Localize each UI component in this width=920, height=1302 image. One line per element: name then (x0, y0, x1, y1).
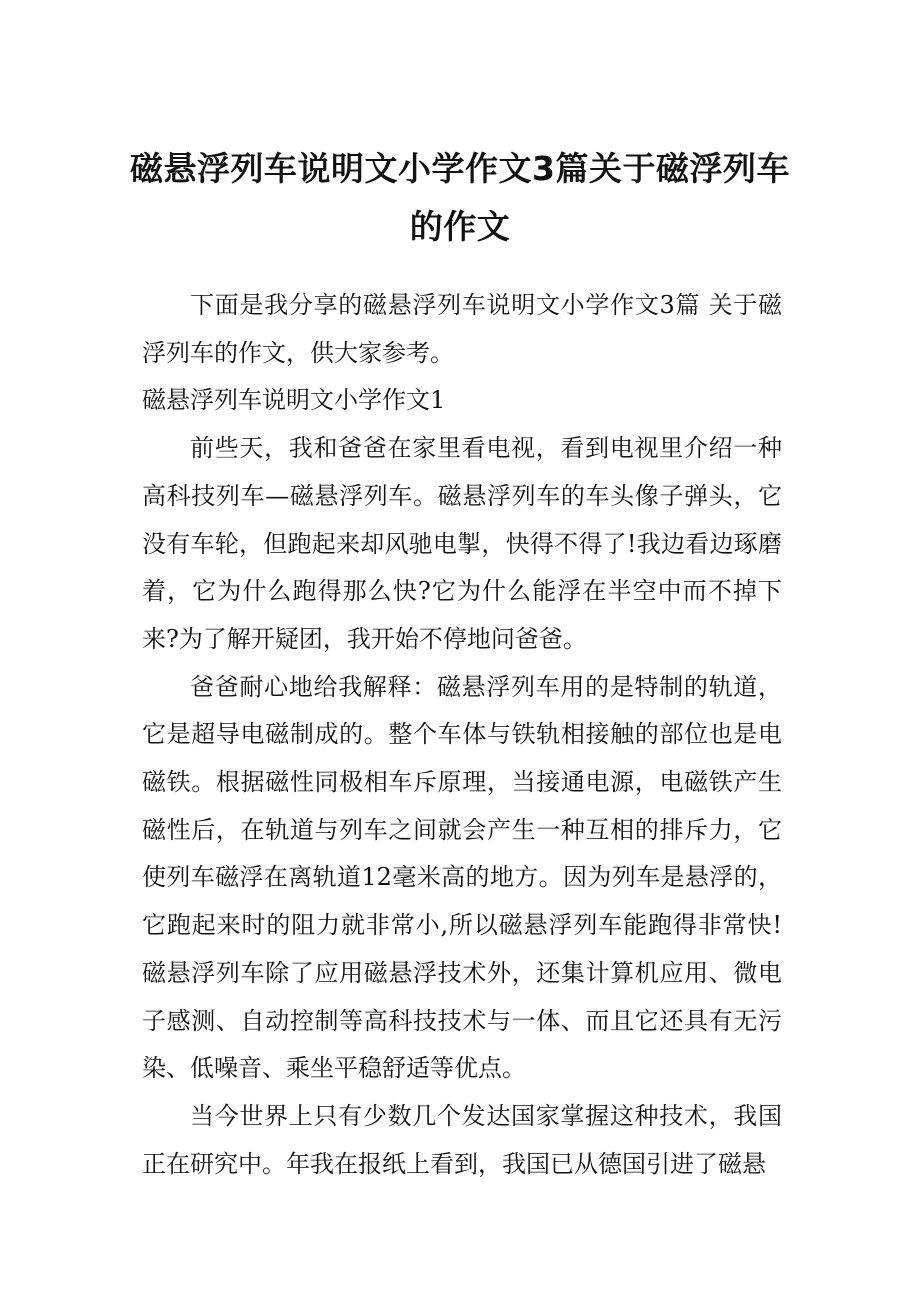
document-title: 磁悬浮列车说明文小学作文3篇关于磁浮列车的作文 (130, 149, 790, 246)
intro-paragraph: 下面是我分享的磁悬浮列车说明文小学作文3篇 关于磁浮列车的作文，供大家参考。 (142, 291, 782, 367)
body-paragraph-3: 当今世界上只有少数几个发达国家掌握这种技术，我国正在研究中。年我在报纸上看到，我国已从德国引进了磁悬 (142, 1101, 782, 1178)
document-body (142, 282, 782, 1188)
body-paragraph-2: 爸爸耐心地给我解释：磁悬浮列车用的是特制的轨道，它是超导电磁制成的。整个车体与铁轨相接触的部位也是电磁铁。根据磁性同极相车斥原理，当接通电源，电磁铁产生磁性后，在轨道与列车之间就会产生一种互相的排斥力，它使列车磁浮在离轨道12毫米高的地方。因为列车是悬浮的，它跑起来时的阻力就非常小,所以磁悬浮列车能跑得非常快!磁悬浮列车除了应用磁悬浮技术外，还集计算机应用、微电子感测、自动控制等高科技技术与一体、而且它还具有无污染、低噪音、乘坐平稳舒适等优点。 (142, 672, 782, 1083)
body-paragraph-1: 前些天，我和爸爸在家里看电视，看到电视里介绍一种高科技列车—磁悬浮列车。磁悬浮列车的车头像子弹头，它没有车轮，但跑起来却风驰电掣，快得不得了!我边看边琢磨着，它为什么跑得那么快?它为什么能浮在半空中而不掉下来?为了解开疑团，我开始不停地问爸爸。 (142, 434, 782, 653)
section-heading: 磁悬浮列车说明文小学作文1 (142, 386, 446, 415)
